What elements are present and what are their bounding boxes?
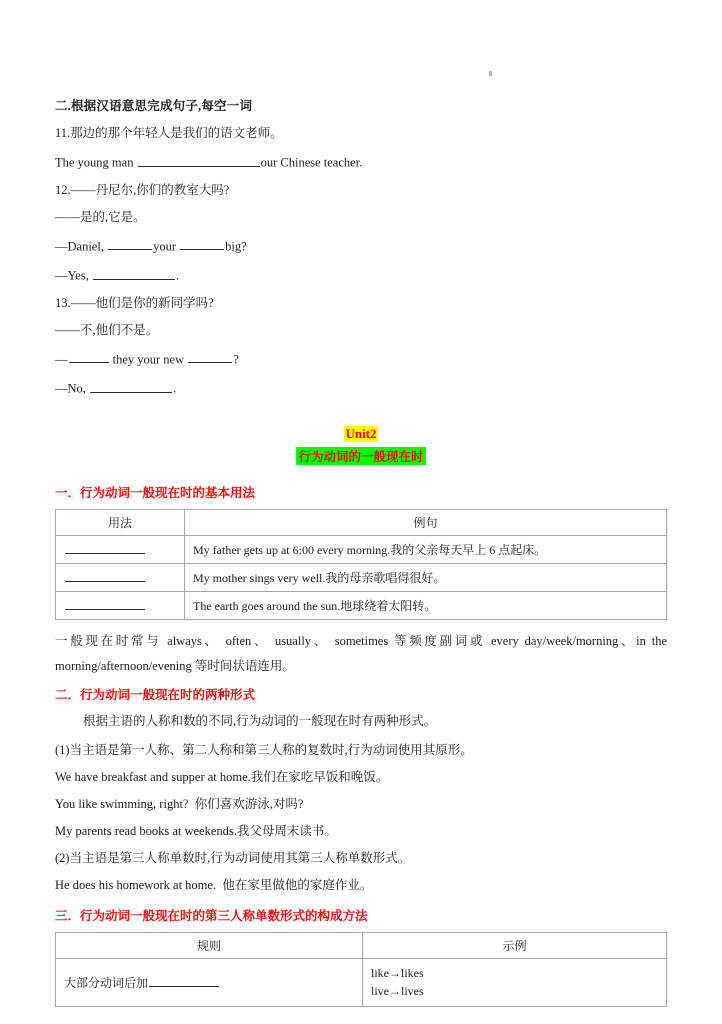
column-header-usage: 用法 [56, 510, 185, 536]
unit-subtitle: 行为动词的一般现在时 [296, 447, 425, 465]
q12-text-a: —Daniel, [55, 239, 108, 253]
section-two-example-3: My parents read books at weekends.我父母周末读书。 [55, 823, 337, 838]
page-speck-mark [489, 71, 492, 76]
q13-text-d: —No, [55, 381, 90, 396]
q13-blank-1[interactable] [69, 351, 109, 364]
unit-subtitle-row [55, 447, 667, 466]
section-two-heading: 二．行为动词一般现在时的两种形式 [55, 688, 256, 702]
section-two-example-4: He does his homework at home. 他在家里做他的家庭作业。 [55, 877, 373, 892]
q13-text-a: — [55, 352, 68, 366]
section-two-example-2: You like swimming, right? 你们喜欢游泳,对吗? [55, 796, 304, 811]
q12-blank-3[interactable] [93, 267, 175, 280]
usage-table [55, 509, 667, 620]
example-cell-1: My father gets up at 6:00 every morning.我的父亲每天早上 6 点起床。 [185, 536, 667, 564]
q11-text-before: The young man [55, 155, 137, 170]
example-cell-2: My mother sings very well.我的母亲歌唱得很好。 [185, 564, 667, 592]
table-row [56, 564, 667, 592]
section-two-example-1: We have breakfast and supper at home.我们在家吃早饭和晚饭。 [55, 769, 389, 784]
q12-blank-2[interactable] [180, 238, 224, 251]
usage-blank-2[interactable] [56, 564, 185, 592]
rule-blank-1[interactable] [149, 975, 219, 987]
question-13-chinese: 13.——他们是你的新同学吗? [55, 295, 214, 310]
q12-blank-1[interactable] [108, 238, 152, 251]
rule-cell-1[interactable] [56, 958, 363, 1006]
question-12-english [55, 238, 667, 253]
unit-title-row [55, 425, 667, 443]
q12-text-c: big? [225, 239, 247, 253]
rule-text-1: 大部分动词后加 [64, 975, 149, 990]
usage-blank-line-2[interactable] [65, 569, 145, 581]
third-person-rules-table [55, 932, 667, 1007]
q13-text-e: . [173, 381, 177, 396]
usage-blank-line-3[interactable] [65, 597, 145, 609]
sample-line-1: like→likes [371, 965, 424, 980]
section-two-rule-2: (2)当主语是第三人称单数时,行为动词使用其第三人称单数形式。 [55, 850, 411, 865]
unit-title: Unit2 [345, 426, 377, 441]
usage-blank-line-1[interactable] [65, 541, 145, 553]
table-header-row [56, 510, 667, 536]
section-two-rule-1: (1)当主语是第一人称、第二人称和第三人称的复数时,行为动词使用其原形。 [55, 742, 473, 757]
question-13-chinese-answer: ——不,他们不是。 [55, 322, 159, 337]
usage-blank-1[interactable] [56, 536, 185, 564]
usage-blank-3[interactable] [56, 592, 185, 620]
column-header-example: 例句 [185, 510, 667, 536]
question-12-chinese: 12.——丹尼尔,你们的教室大吗? [55, 182, 230, 197]
question-12-chinese-answer: ——是的,它是。 [55, 209, 146, 224]
sample-cell-1 [363, 958, 667, 1006]
section-three-heading: 三．行为动词一般现在时的第三人称单数形式的构成方法 [55, 908, 368, 923]
question-11-chinese: 11.那边的那个年轻人是我们的语文老师。 [55, 126, 283, 140]
example-cell-3: The earth goes around the sun.地球绕着太阳转。 [185, 592, 667, 620]
document-content [55, 96, 667, 1016]
table-row [56, 592, 667, 620]
q12-text-b: your [153, 239, 180, 253]
q13-text-c: ? [233, 352, 239, 366]
table-row [56, 536, 667, 564]
q13-text-b: they your new [109, 352, 188, 366]
q11-blank-1[interactable] [138, 154, 260, 167]
question-13-english-answer [55, 380, 667, 395]
q12-text-e: . [175, 268, 180, 283]
question-13-english [55, 351, 667, 366]
q13-blank-2[interactable] [188, 351, 232, 364]
sample-line-2: live→lives [371, 984, 424, 999]
table-row [56, 958, 667, 1006]
section-2-heading: 二.根据汉语意思完成句子,每空一词 [55, 99, 253, 113]
column-header-sample: 示例 [363, 932, 667, 958]
q12-text-d: —Yes, [55, 268, 92, 283]
section-one-heading: 一．行为动词一般现在时的基本用法 [55, 486, 256, 500]
column-header-rule: 规则 [56, 932, 363, 958]
q11-text-after: our Chinese teacher. [260, 155, 363, 170]
q13-blank-3[interactable] [90, 380, 172, 393]
section-two-intro: 根据主语的人称和数的不同,行为动词的一般现在时有两种形式。 [83, 714, 437, 728]
table-header-row [56, 932, 667, 958]
frequency-adverb-note: 一般现在时常与 always、 often、 usually、 sometimes 等频度副词或 every day/week/morning、in the morning/afternoon/evening 等时间状语连用。 [55, 634, 667, 673]
question-12-english-answer [55, 267, 667, 282]
question-11-english [55, 154, 667, 169]
